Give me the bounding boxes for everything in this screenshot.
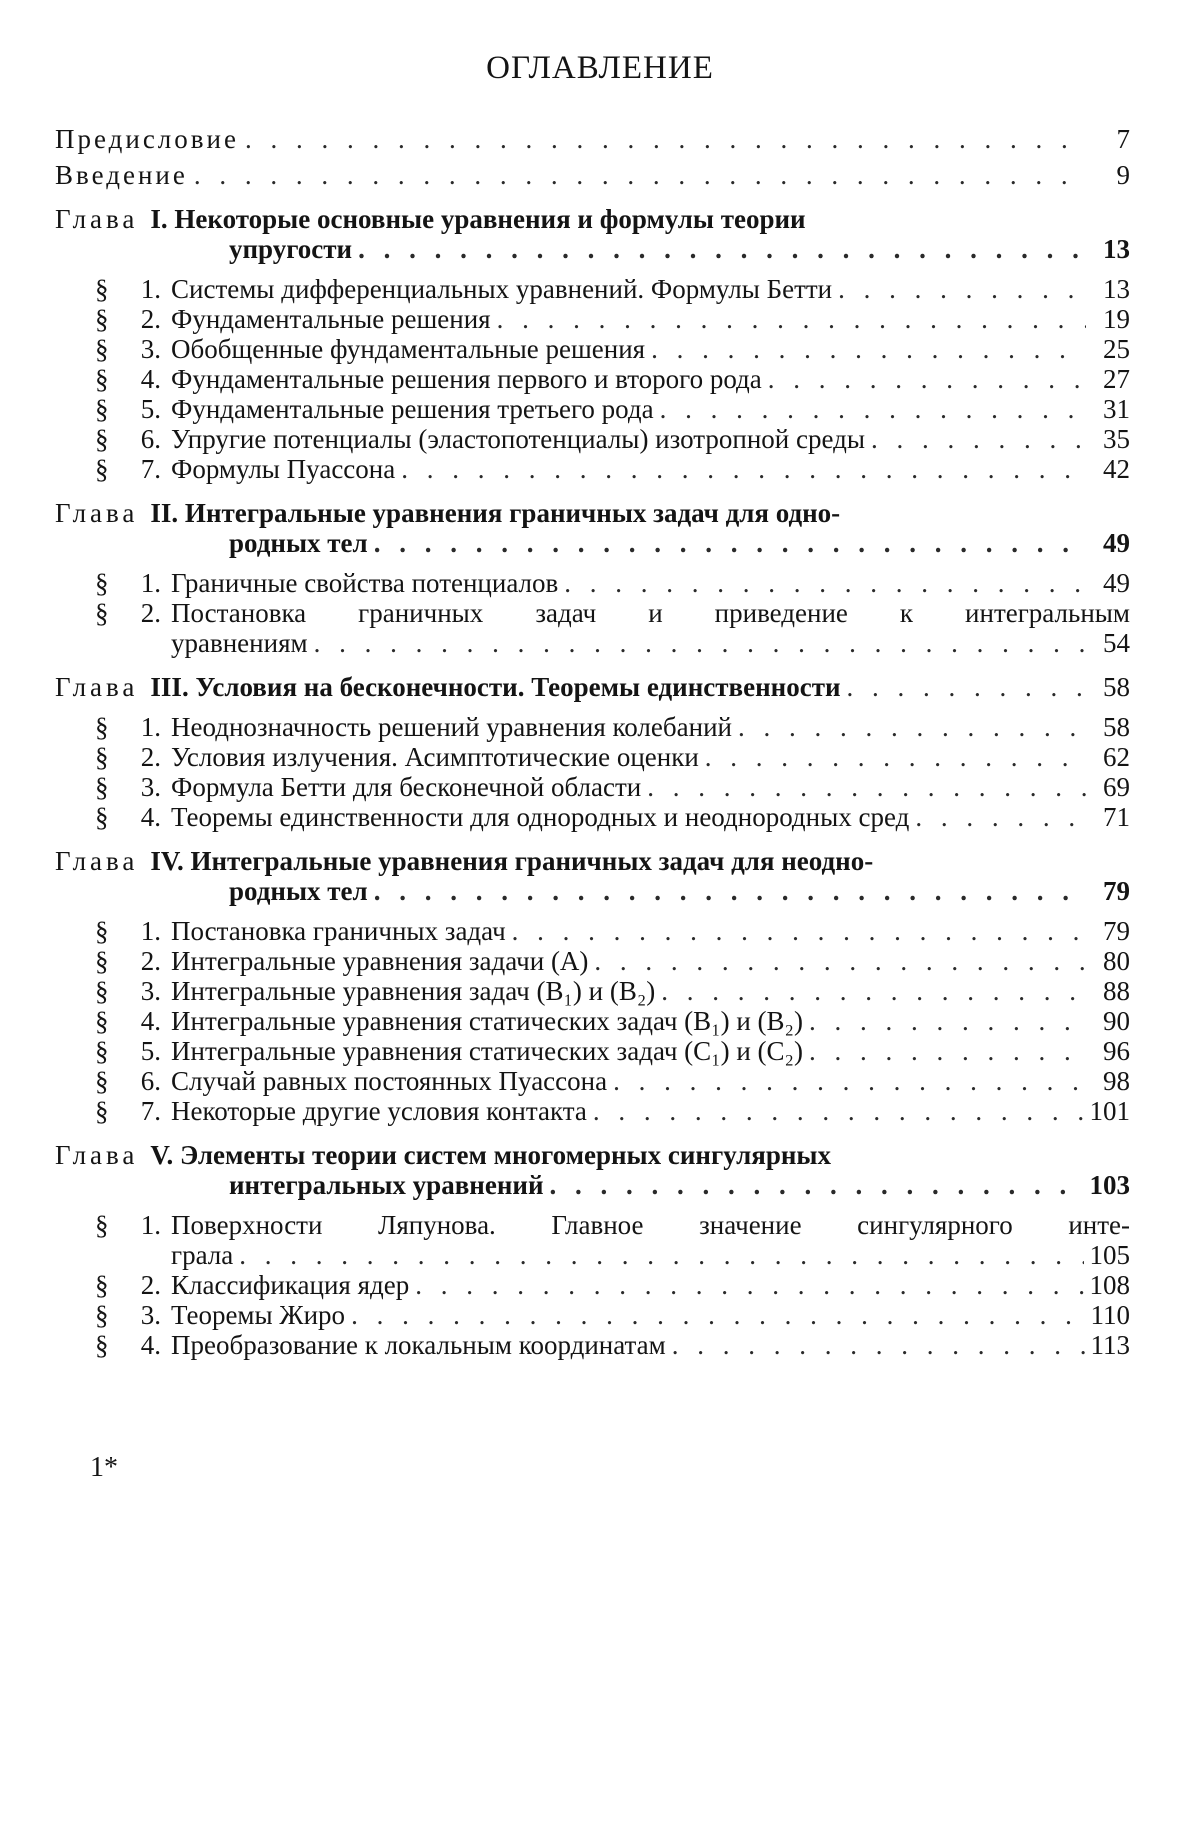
dot-leader [661,976,1086,1006]
dot-leader [647,772,1086,802]
page-number: 110 [1090,1300,1130,1330]
chapter-title: II. Интегральные уравнения граничных задач для одно- [150,498,841,528]
section-title: Формулы Пуассона [171,454,396,484]
section-entry[interactable] [55,916,1130,946]
entry-label: интегральных уравнений [229,1170,544,1200]
chapter-title: III. Условия на бесконечности. Теоремы единственности [150,672,841,702]
section-title: Теоремы единственности для однородных и неоднородных сред [171,802,910,832]
dot-leader [809,1036,1086,1066]
section-entry[interactable] [55,568,1130,598]
chapter-entry[interactable] [55,498,1130,558]
section-sign: § [95,1036,109,1066]
section-number: 4. [140,1006,161,1036]
entry-label: упругости [229,234,353,264]
section-entry[interactable] [55,1006,1130,1036]
page-number: 58 [1103,672,1130,702]
page-number: 96 [1103,1036,1130,1066]
dot-leader [672,1330,1085,1360]
dot-leader [245,124,1086,154]
signature-mark: 1* [90,1452,118,1483]
dot-leader [564,568,1086,598]
section-sign: § [95,304,109,334]
page-number: 35 [1103,424,1130,454]
page-number: 105 [1089,1240,1130,1270]
page-number: 90 [1103,1006,1130,1036]
section-title: Фундаментальные решения [171,304,491,334]
section-title: Поверхности Ляпунова. Главное значение сингулярного инте- [171,1210,1130,1240]
section-number: 3. [140,1300,161,1330]
section-entry[interactable] [55,946,1130,976]
entry-label: уравнениям [171,628,308,658]
page-number: 79 [1103,916,1130,946]
chapter-word: Глава [55,498,139,528]
section-title: Классификация ядер [171,1270,410,1300]
dot-leader [613,1066,1086,1096]
section-number: 2. [140,742,161,772]
chapter-word: Глава [55,672,139,702]
section-title: Фундаментальные решения первого и второго рода [171,364,762,394]
spacer [55,484,1130,498]
section-number: 1. [140,274,161,304]
front-entry[interactable] [55,160,1130,190]
page-number: 62 [1103,742,1130,772]
section-title-end[interactable] [55,628,1130,658]
page-number: 113 [1090,1330,1130,1360]
dot-leader [358,234,1086,264]
section-sign: § [95,802,109,832]
section-entry[interactable] [55,364,1130,394]
chapter-title-end[interactable] [55,528,1130,558]
chapter-word: Глава [55,846,139,876]
dot-leader [594,946,1086,976]
section-sign: § [95,364,109,394]
page-title: ОГЛАВЛЕНИЕ [486,50,714,86]
section-title: Граничные свойства потенциалов [171,568,559,598]
section-title: Формула Бетти для бесконечной области [171,772,642,802]
section-title: Преобразование к локальным координатам [171,1330,666,1360]
dot-leader [660,394,1086,424]
section-sign: § [95,568,109,598]
section-title: Условия излучения. Асимптотические оценки [171,742,699,772]
front-entry[interactable] [55,124,1130,154]
section-sign: § [95,1270,109,1300]
section-number: 1. [140,1210,161,1240]
section-number: 5. [140,1036,161,1066]
section-number: 4. [140,1330,161,1360]
page-number: 49 [1103,568,1130,598]
section-entry[interactable] [55,742,1130,772]
section-title: Некоторые другие условия контакта [171,1096,587,1126]
section-sign: § [95,1210,109,1240]
section-title: Фундаментальные решения третьего рода [171,394,654,424]
section-sign: § [95,916,109,946]
section-entry[interactable] [55,1096,1130,1126]
section-title: Неоднозначность решений уравнения колебаний [171,712,732,742]
section-sign: § [95,334,109,364]
chapter-title-end[interactable] [55,1170,1130,1200]
chapter-title-end[interactable] [55,234,1130,264]
section-title: Теоремы Жиро [171,1300,346,1330]
section-title: Постановка граничных задач [171,916,506,946]
section-entry[interactable] [55,334,1130,364]
chapter-title-end[interactable] [55,876,1130,906]
section-title: Постановка граничных задач и приведение к интегральным [171,598,1130,628]
section-title: Обобщенные фундаментальные решения [171,334,646,364]
section-sign: § [95,394,109,424]
page-number: 7 [1116,124,1130,154]
section-entry[interactable] [55,304,1130,334]
dot-leader [415,1270,1083,1300]
section-entry[interactable] [55,772,1130,802]
dot-leader [512,916,1086,946]
section-title: Интегральные уравнения задач (B₁) и (B₂) [171,976,656,1006]
entry-label: Введение [55,160,188,190]
chapter-entry[interactable] [55,672,1130,702]
section-number: 6. [140,424,161,454]
page-number: 79 [1103,876,1130,906]
dot-leader [593,1096,1084,1126]
section-sign: § [95,424,109,454]
page-number: 25 [1103,334,1130,364]
page-number: 101 [1089,1096,1130,1126]
section-sign: § [95,454,109,484]
section-number: 1. [140,916,161,946]
dot-leader [351,1300,1084,1330]
chapter-word: Глава [55,204,139,234]
section-entry[interactable] [55,1036,1130,1066]
page-number: 49 [1103,528,1130,558]
section-number: 4. [140,802,161,832]
section-entry[interactable] [55,1270,1130,1300]
page-number: 108 [1089,1270,1130,1300]
chapter-word: Глава [55,1140,139,1170]
page-number: 71 [1103,802,1130,832]
section-entry[interactable] [55,802,1130,832]
entry-label: родных тел [229,876,368,906]
dot-leader [194,160,1086,190]
section-sign: § [95,742,109,772]
section-number: 5. [140,394,161,424]
dot-leader [768,364,1086,394]
dot-leader [809,1006,1086,1036]
section-title: Упругие потенциалы (эластопотенциалы) изотропной среды [171,424,865,454]
dot-leader [651,334,1086,364]
page-number: 27 [1103,364,1130,394]
dot-leader [871,424,1086,454]
dot-leader [374,876,1086,906]
section-entry[interactable] [55,976,1130,1006]
page-number: 58 [1103,712,1130,742]
section-number: 3. [140,334,161,364]
page-number: 9 [1116,160,1130,190]
section-sign: § [95,1300,109,1330]
chapter-entry[interactable] [55,204,1130,264]
section-number: 2. [140,946,161,976]
section-entry[interactable] [55,598,1130,658]
section-number: 4. [140,364,161,394]
section-entry[interactable] [55,1330,1130,1360]
section-title: Интегральные уравнения задачи (A) [171,946,589,976]
entry-label: родных тел [229,528,368,558]
page-number: 42 [1103,454,1130,484]
section-entry[interactable] [55,454,1130,484]
section-number: 7. [140,454,161,484]
section-number: 3. [140,772,161,802]
section-entry[interactable] [55,1210,1130,1270]
section-sign: § [95,1066,109,1096]
chapter-title: I. Некоторые основные уравнения и формулы теории [150,204,806,234]
dot-leader [705,742,1086,772]
chapter-title: IV. Интегральные уравнения граничных задач для неодно- [150,846,874,876]
section-sign: § [95,1006,109,1036]
section-entry[interactable] [55,1066,1130,1096]
spacer [55,658,1130,672]
page-number: 80 [1103,946,1130,976]
section-number: 1. [140,712,161,742]
dot-leader [374,528,1086,558]
section-number: 6. [140,1066,161,1096]
page-number: 13 [1103,234,1130,264]
dot-leader [239,1240,1083,1270]
entry-label: Предисловие [55,124,239,154]
spacer [55,1126,1130,1140]
section-sign: § [95,1096,109,1126]
section-sign: § [95,976,109,1006]
section-number: 1. [140,568,161,598]
dot-leader [314,628,1086,658]
dot-leader [550,1170,1084,1200]
spacer [55,832,1130,846]
section-number: 2. [140,304,161,334]
section-sign: § [95,1330,109,1360]
page-number: 19 [1103,304,1130,334]
section-entry[interactable] [55,274,1130,304]
dot-leader [915,802,1086,832]
dot-leader [738,712,1086,742]
section-title: Случай равных постоянных Пуассона [171,1066,608,1096]
section-title: Системы дифференциальных уравнений. Формулы Бетти [171,274,833,304]
chapter-title-line [55,672,1130,702]
section-sign: § [95,946,109,976]
table-of-contents [55,124,1130,1360]
chapter-entry[interactable] [55,846,1130,906]
section-number: 2. [140,598,161,628]
section-number: 2. [140,1270,161,1300]
section-entry[interactable] [55,424,1130,454]
page-number: 103 [1089,1170,1130,1200]
dot-leader [401,454,1086,484]
dot-leader [847,672,1086,702]
section-entry[interactable] [55,712,1130,742]
dot-leader [838,274,1086,304]
section-title-end[interactable] [55,1240,1130,1270]
section-title: Интегральные уравнения статических задач (B₁) и (B₂) [171,1006,803,1036]
section-entry[interactable] [55,1300,1130,1330]
page-number: 98 [1103,1066,1130,1096]
page-number: 88 [1103,976,1130,1006]
dot-leader [497,304,1086,334]
page-number: 69 [1103,772,1130,802]
section-number: 7. [140,1096,161,1126]
section-sign: § [95,598,109,628]
page-number: 54 [1103,628,1130,658]
page-number: 31 [1103,394,1130,424]
entry-label: грала [171,1240,234,1270]
section-number: 3. [140,976,161,1006]
section-sign: § [95,712,109,742]
section-sign: § [95,274,109,304]
section-entry[interactable] [55,394,1130,424]
chapter-entry[interactable] [55,1140,1130,1200]
section-title: Интегральные уравнения статических задач (C₁) и (C₂) [171,1036,803,1066]
chapter-title: V. Элементы теории систем многомерных сингулярных [150,1140,831,1170]
page-number: 13 [1103,274,1130,304]
spacer [55,190,1130,204]
section-sign: § [95,772,109,802]
